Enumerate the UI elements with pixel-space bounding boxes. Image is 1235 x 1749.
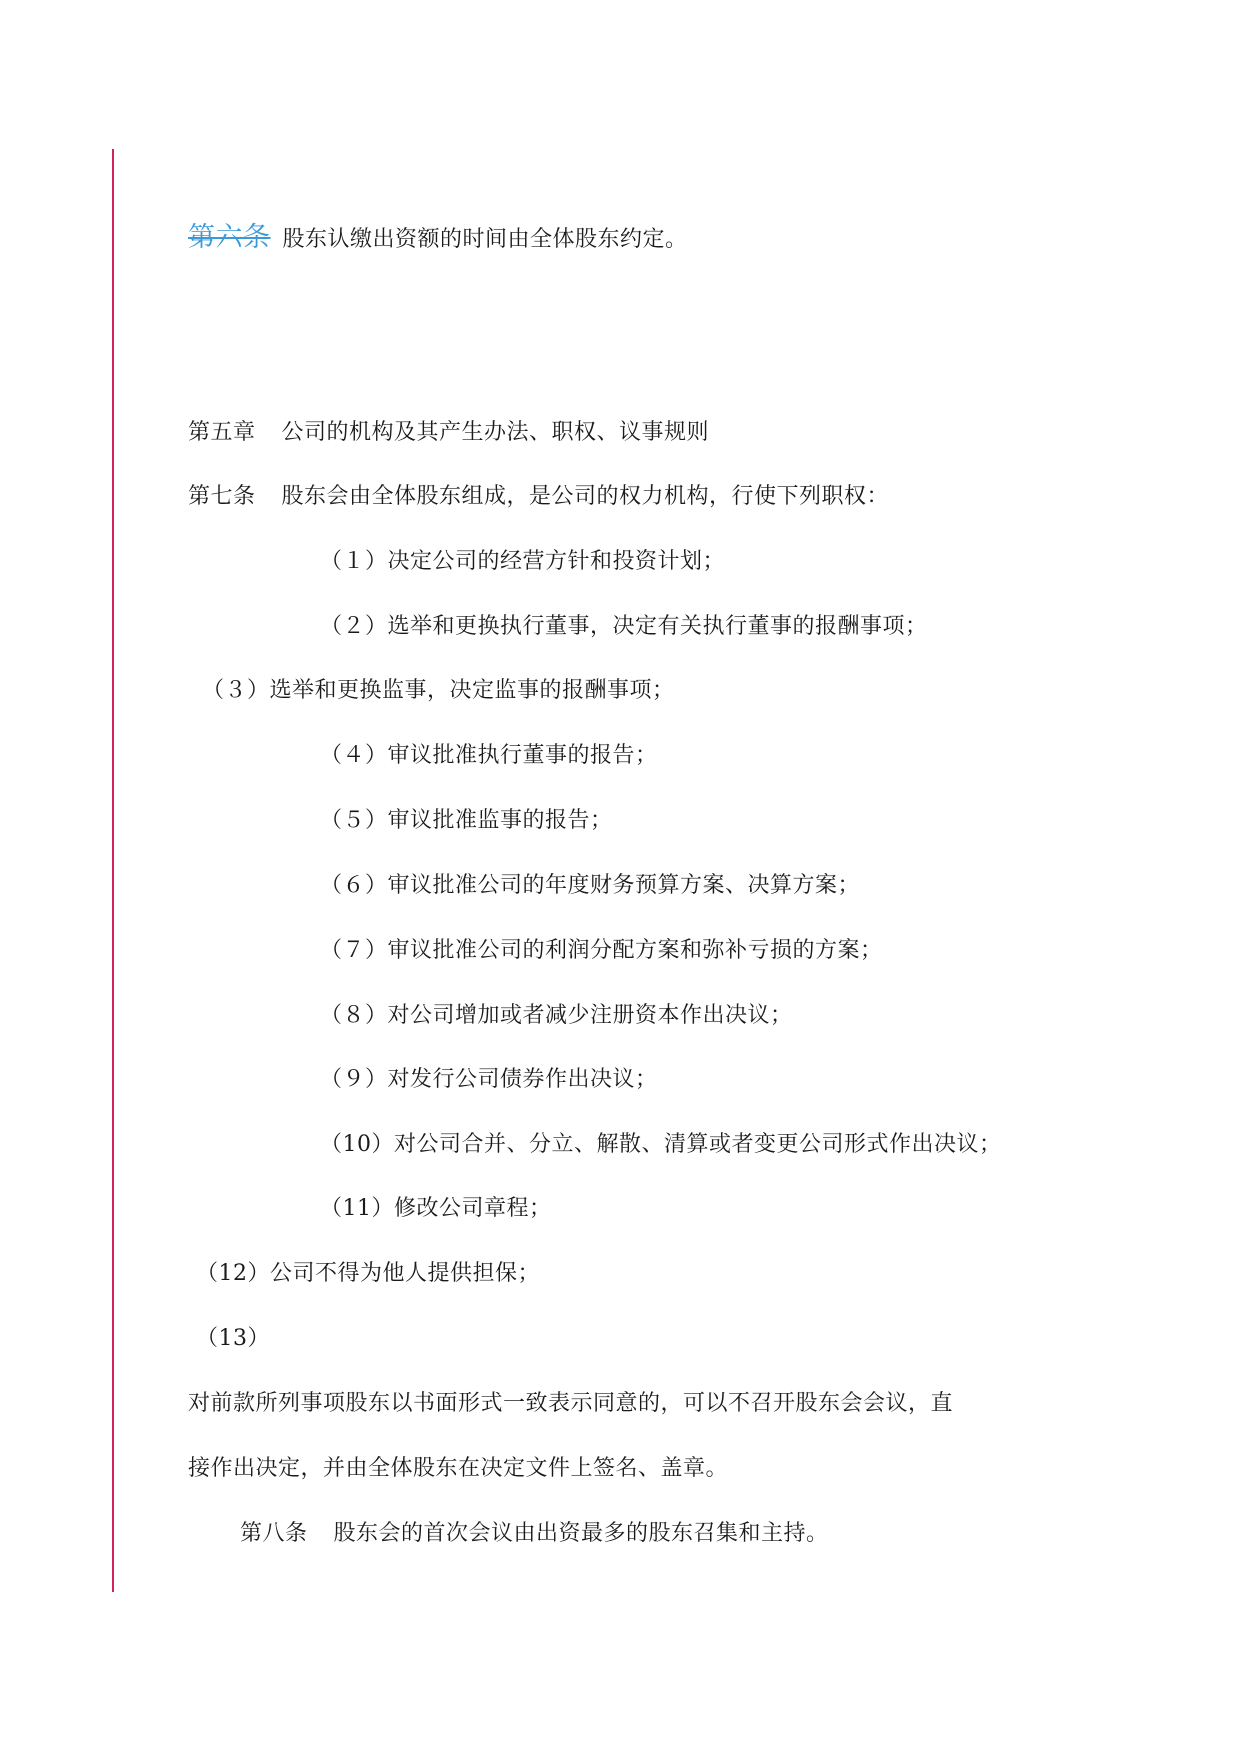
list-item: （４）审议批准执行董事的报告； [320,743,658,768]
article-6-text: 股东认缴出资额的时间由全体股东约定。 [282,227,688,252]
article-8-text: 股东会的首次会议由出资最多的股东召集和主持。 [333,1521,829,1546]
chapter-5-title: 公司的机构及其产生办法、职权、议事规则 [281,420,710,445]
list-item: （11）修改公司章程； [320,1196,552,1221]
article-6-label-deleted: 第六条 [188,222,271,253]
article-7-closing-line-1: 对前款所列事项股东以书面形式一致表示同意的，可以不召开股东会会议，直 [188,1391,954,1416]
chapter-5-heading [188,417,709,449]
list-item: （２）选举和更换执行董事，决定有关执行董事的报酬事项； [320,614,928,639]
article-8-label: 第八条 [240,1521,308,1546]
article-7-closing-line-2: 接作出决定，并由全体股东在决定文件上签名、盖章。 [188,1456,729,1481]
article-7-label: 第七条 [188,484,256,509]
list-item: （８）对公司增加或者减少注册资本作出决议； [320,1003,793,1028]
chapter-5-label: 第五章 [188,420,256,445]
list-item: （１）决定公司的经营方针和投资计划； [320,549,726,574]
list-item: （５）审议批准监事的报告； [320,808,613,833]
article-6 [188,222,688,256]
list-item: （13） [196,1326,270,1351]
article-7-text: 股东会由全体股东组成，是公司的权力机构，行使下列职权： [281,484,890,509]
list-item: （12）公司不得为他人提供担保； [196,1261,540,1286]
list-item: （７）审议批准公司的利润分配方案和弥补亏损的方案； [320,938,883,963]
article-7 [188,481,889,513]
revision-change-bar [112,149,114,1592]
article-8 [240,1518,829,1550]
list-item: （10）对公司合并、分立、解散、清算或者变更公司形式作出决议； [320,1132,1002,1157]
list-item: （３）选举和更换监事，决定监事的报酬事项； [202,678,675,703]
list-item: （６）审议批准公司的年度财务预算方案、决算方案； [320,873,861,898]
list-item: （９）对发行公司债券作出决议； [320,1067,658,1092]
